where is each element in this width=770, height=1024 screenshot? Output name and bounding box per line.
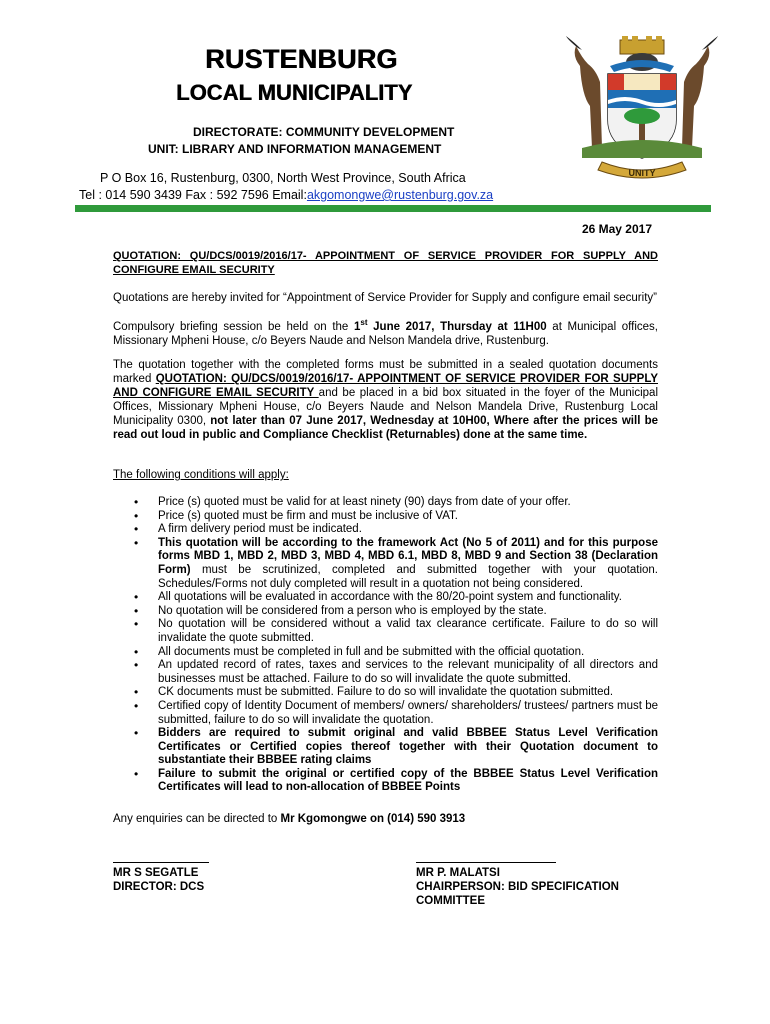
coat-of-arms-icon [562, 36, 722, 186]
list-item [113, 646, 658, 660]
list-item [113, 618, 658, 645]
list-item [113, 510, 658, 524]
list-item [113, 537, 658, 591]
letterhead-divider [75, 205, 711, 212]
directorate-line: DIRECTORATE: COMMUNITY DEVELOPMENT [193, 125, 455, 139]
submission-reference: QUOTATION: QU/DCS/0019/2016/17- APPOINTMENT OF SERVICE PROVIDER FOR SUPPLY AND CONFIGURE EMAIL SECURITY [113, 373, 658, 399]
condition-text: All documents must be completed in full and be submitted with the official quotation. [158, 645, 585, 658]
conditions-list [113, 496, 658, 795]
condition-text: All quotations will be evaluated in accordance with the 80/20-point system and functionality. [158, 591, 622, 604]
left-signatory [113, 866, 204, 894]
condition-bold: Failure to submit the original or certified copy of the BBBEE Status Level Verification Certificates will lead to non-allocation of BBBEE Points [158, 767, 658, 794]
list-item [113, 496, 658, 510]
briefing-day: 1 [353, 320, 361, 333]
briefing-venue: at Municipal offices, Missionary Mpheni House, c/o Beyers Naude and Nelson Mandela drive, Rustenburg. [113, 320, 658, 347]
postal-address: P O Box 16, Rustenburg, 0300, North West Province, South Africa [100, 171, 466, 185]
right-signatory-name: MR P. MALATSI [416, 867, 500, 879]
right-signatory-title-1: CHAIRPERSON: BID SPECIFICATION [416, 881, 619, 893]
list-item [113, 523, 658, 537]
crest-motto: UNITY [628, 168, 656, 178]
municipality-title: RUSTENBURG [205, 44, 398, 74]
condition-text: No quotation will be considered without a valid tax clearance certificate. Failure to do so will invalidate the quote submitted. [158, 618, 658, 644]
condition-bold: Bidders are required to submit original and valid BBBEE Status Level Verification Certificates or Certified copies thereof together with their Quotation document to substantiate their BBBEE rating claims [158, 727, 658, 767]
enquiries-line [113, 813, 465, 825]
condition-text: Price (s) quoted must be valid for at least ninety (90) days from date of your offer. [158, 496, 571, 508]
list-item [113, 659, 658, 686]
right-signatory-title-2: COMMITTEE [416, 895, 485, 907]
list-item [113, 727, 658, 768]
submission-text: The quotation together with the completed forms must be submitted in a sealed quotation documents marked [113, 359, 658, 385]
unit-line: UNIT: LIBRARY AND INFORMATION MANAGEMENT [148, 142, 442, 156]
letter-date: 26 May 2017 [581, 222, 652, 236]
submission-paragraph [113, 358, 658, 442]
right-signature-line [416, 862, 556, 863]
briefing-day-suffix: st [360, 318, 368, 327]
list-item [113, 591, 658, 605]
enquiries-contact: Mr Kgomongwe on (014) 590 3913 [280, 813, 466, 825]
condition-text: CK documents must be submitted. Failure to do so will invalidate the quotation submitted. [158, 686, 614, 699]
condition-text: must be scrutinized, completed and submitted together with your quotation. Schedules/Forms not duly completed will result in a quotation not being considered. [158, 563, 658, 590]
municipality-subtitle: LOCAL MUNICIPALITY [176, 80, 413, 105]
briefing-text: Compulsory briefing session be held on the [113, 320, 354, 333]
condition-bold: This quotation will be according to the framework Act (No 5 of 2011) and for this purpose forms MBD 1, MBD 2, MBD 3, MBD 4, MBD 6.1, MBD 8, MBD 9 and Section 38 (Declaration Form) [158, 536, 658, 576]
submission-deadline: not later than 07 June 2017, Wednesday at 10H00, Where after the prices will be read out loud in public and Compliance Checklist (Returnables) done at the same time. [113, 415, 658, 441]
enquiries-text: Any enquiries can be directed to [113, 813, 281, 825]
left-signatory-name: MR S SEGATLE [113, 867, 199, 879]
condition-text: A firm delivery period must be indicated. [158, 523, 362, 536]
list-item [113, 700, 658, 727]
submission-location: and be placed in a bid box situated in the foyer of the Municipal Offices, Missionary Mpheni House, c/o Beyers Naude and Nelson Mandela Drive, Rustenburg Local Municipality 0300, [113, 387, 659, 427]
left-signatory-title: DIRECTOR: DCS [113, 881, 205, 893]
briefing-date: June 2017, Thursday at 11H00 [367, 320, 547, 333]
condition-text: Price (s) quoted must be firm and must be inclusive of VAT. [158, 509, 458, 522]
condition-text: Certified copy of Identity Document of members/ owners/ shareholders/ trustees/ partners must be submitted, failure to do so will invalidate the quotation. [158, 699, 658, 726]
tel-fax-label: Tel : 014 590 3439 Fax : 592 7596 Email: [79, 188, 307, 202]
left-signature-line [113, 862, 209, 863]
list-item [113, 686, 658, 700]
contact-line [79, 188, 493, 202]
condition-text: No quotation will be considered from a person who is employed by the state. [158, 604, 547, 617]
briefing-paragraph [113, 316, 658, 348]
email-link[interactable]: akgomongwe@rustenburg.gov.za [306, 188, 494, 202]
intro-paragraph: Quotations are hereby invited for “Appointment of Service Provider for Supply and configure email security” [113, 292, 657, 304]
condition-text: An updated record of rates, taxes and services to the relevant municipality of all directors and businesses must be attached. Failure to do so will invalidate the quote submitted. [158, 659, 658, 685]
list-item [113, 605, 658, 619]
conditions-title: The following conditions will apply: [113, 469, 289, 481]
quotation-heading: QUOTATION: QU/DCS/0019/2016/17- APPOINTMENT OF SERVICE PROVIDER FOR SUPPLY AND CONFIGURE EMAIL SECURITY [113, 250, 658, 276]
list-item [113, 768, 658, 795]
right-signatory [416, 866, 619, 908]
